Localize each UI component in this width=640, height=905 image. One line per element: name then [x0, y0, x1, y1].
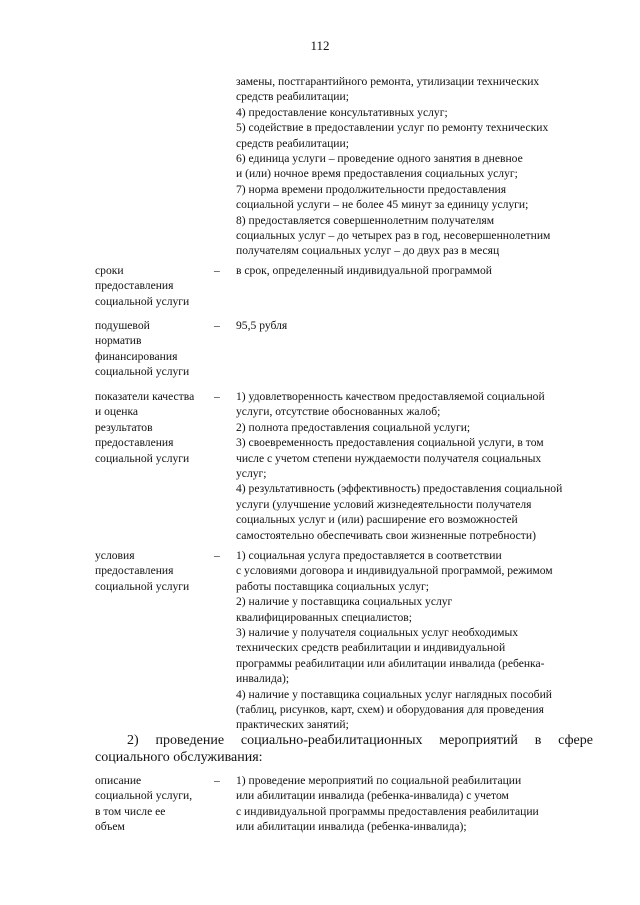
- continuation-line: социальных услуг – до четырех раз в год, несовершеннолетним: [236, 229, 551, 243]
- row-content: [236, 389, 596, 543]
- content-line: 3) своевременность предоставления социальной услуги, в том: [236, 436, 544, 450]
- continuation-line: 4) предоставление консультативных услуг;: [236, 105, 448, 119]
- row-dash: –: [214, 390, 220, 403]
- content-line: услуг;: [236, 467, 267, 481]
- label-line: предоставления: [95, 279, 174, 293]
- content-line: или абилитации инвалида (ребенка-инвалида);: [236, 820, 467, 834]
- label-line: результатов: [95, 420, 153, 434]
- content-line: квалифицированных специалистов;: [236, 610, 412, 624]
- row-label: [95, 389, 215, 466]
- label-line: предоставления: [95, 564, 174, 578]
- content-line: 2) полнота предоставления социальной услуги;: [236, 420, 471, 434]
- label-line: условия: [95, 549, 135, 562]
- label-line: предоставления: [95, 436, 174, 450]
- continuation-line: получателям социальных услуг – до двух раз в месяц: [236, 244, 500, 258]
- row-dash: –: [214, 549, 220, 562]
- continuation-line: замены, постгарантийного ремонта, утилизации технических: [236, 75, 540, 88]
- row-label: [95, 548, 215, 594]
- continuation-line: 5) содействие в предоставлении услуг по ремонту технических: [236, 121, 549, 135]
- section-heading: [95, 732, 593, 766]
- content-line: 4) наличие у поставщика социальных услуг наглядных пособий: [236, 687, 552, 701]
- continuation-block: [236, 74, 596, 259]
- label-line: показатели качества: [95, 390, 195, 403]
- continuation-line: 6) единица услуги – проведение одного занятия в дневное: [236, 152, 523, 166]
- label-line: подушевой: [95, 319, 150, 332]
- label-line: описание: [95, 774, 142, 787]
- content-line: программы реабилитации или абилитации инвалида (ребенка-: [236, 656, 545, 670]
- continuation-line: средств реабилитации;: [236, 90, 349, 104]
- content-line: (таблиц, рисунков, карт, схем) и оборудования для проведения: [236, 703, 544, 717]
- content-line: работы поставщика социальных услуг;: [236, 579, 430, 593]
- row-label: [95, 263, 215, 309]
- label-line: социальной услуги: [95, 365, 190, 379]
- content-line: 95,5 рубля: [236, 319, 288, 332]
- content-line: 4) результативность (эффективность) предоставления социальной: [236, 482, 563, 496]
- continuation-line: социальной услуги – не более 45 минут за единицу услуги;: [236, 198, 529, 212]
- content-line: с индивидуальной программы предоставления реабилитации: [236, 804, 539, 818]
- row-content: [236, 548, 596, 733]
- content-line: социальных услуг и (или) расширение его возможностей: [236, 513, 518, 527]
- content-line: услуги, отсутствие обоснованных жалоб;: [236, 405, 441, 419]
- content-line: инвалида);: [236, 672, 290, 686]
- label-line: в том числе ее: [95, 804, 166, 818]
- row-label: [95, 773, 215, 835]
- content-line: 3) наличие у получателя социальных услуг необходимых: [236, 626, 519, 640]
- continuation-line: 7) норма времени продолжительности предоставления: [236, 182, 507, 196]
- row-label: [95, 318, 215, 380]
- content-line: самостоятельно обеспечивать свои жизненные потребности): [236, 528, 536, 542]
- label-line: норматив: [95, 334, 142, 348]
- row-dash: –: [214, 319, 220, 332]
- content-line: услуги (улучшение условий жизнедеятельности получателя: [236, 497, 532, 511]
- label-line: сроки: [95, 264, 124, 277]
- label-line: и оценка: [95, 405, 139, 419]
- row-content: [236, 318, 596, 333]
- heading-line: социального обслуживания:: [95, 750, 263, 765]
- content-line: числе с учетом степени нуждаемости получателя социальных: [236, 451, 542, 465]
- content-line: в срок, определенный индивидуальной программой: [236, 264, 492, 277]
- page-number: 112: [310, 38, 330, 53]
- label-line: финансирования: [95, 349, 178, 363]
- row-dash: –: [214, 264, 220, 277]
- continuation-line: средств реабилитации;: [236, 136, 349, 150]
- row-dash: –: [214, 774, 220, 787]
- continuation-line: 8) предоставляется совершеннолетним получателям: [236, 213, 495, 227]
- continuation-line: и (или) ночное время предоставления социальных услуг;: [236, 167, 518, 181]
- content-line: 1) проведение мероприятий по социальной реабилитации: [236, 774, 522, 787]
- content-line: практических занятий;: [236, 718, 349, 732]
- label-line: социальной услуги: [95, 579, 190, 593]
- row-content: [236, 263, 596, 278]
- label-line: социальной услуги,: [95, 789, 193, 803]
- content-line: с условиями договора и индивидуальной программой, режимом: [236, 564, 553, 578]
- content-line: 1) удовлетворенность качеством предоставляемой социальной: [236, 390, 545, 403]
- content-line: 1) социальная услуга предоставляется в соответствии: [236, 549, 502, 562]
- content-line: технических средств реабилитации и индивидуальной: [236, 641, 506, 655]
- row-content: [236, 773, 596, 835]
- label-line: социальной услуги: [95, 294, 190, 308]
- heading-line: 2) проведение социально-реабилитационных мероприятий в сфере: [127, 733, 593, 748]
- content-line: или абилитации инвалида (ребенка-инвалида) с учетом: [236, 789, 509, 803]
- content-line: 2) наличие у поставщика социальных услуг: [236, 595, 453, 609]
- label-line: социальной услуги: [95, 451, 190, 465]
- label-line: объем: [95, 820, 125, 834]
